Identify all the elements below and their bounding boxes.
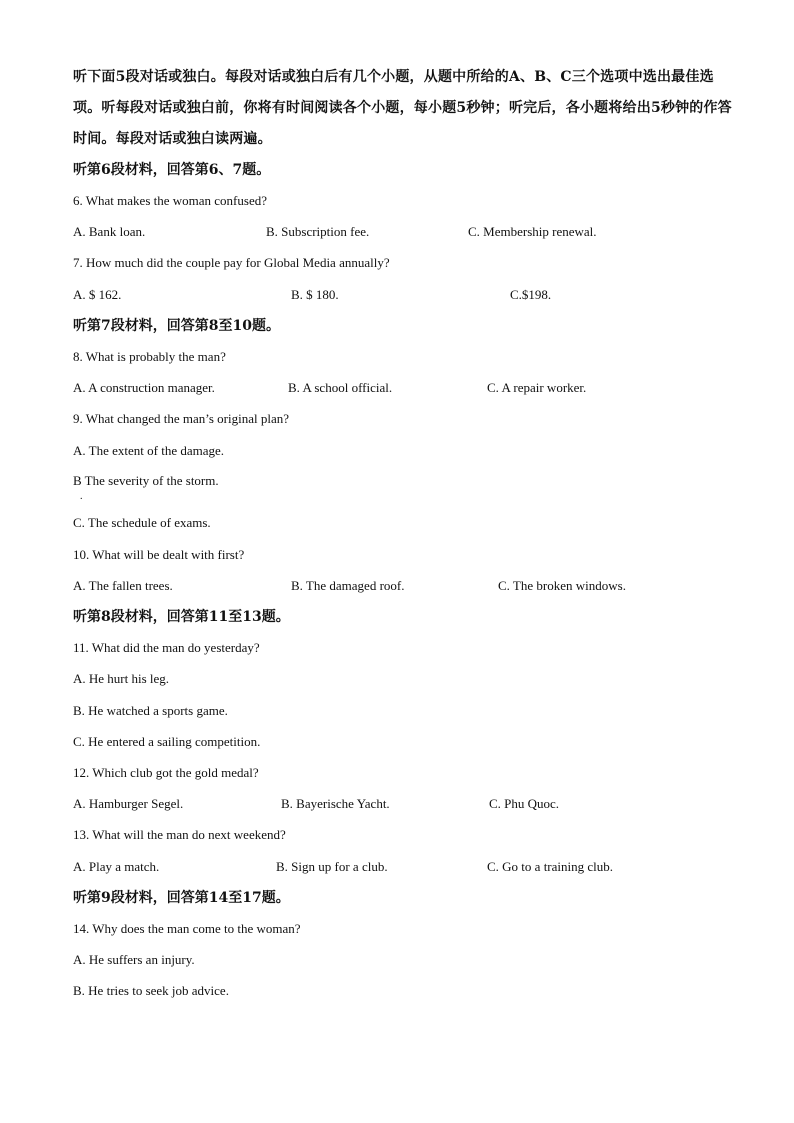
question-6-option-a: A. Bank loan.: [73, 224, 146, 239]
question-9: 9. What changed the man’s original plan?: [73, 411, 289, 426]
section-heading-6: 听第6段材料，回答第6、7题。: [73, 162, 271, 178]
question-8: 8. What is probably the man?: [73, 349, 226, 364]
question-13: 13. What will the man do next weekend?: [73, 827, 286, 842]
question-12-option-c: C. Phu Quoc.: [489, 796, 560, 811]
question-14-option-b: B. He tries to seek job advice.: [73, 983, 229, 998]
question-11-option-c: C. He entered a sailing competition.: [73, 734, 261, 749]
question-8-option-b: B. A school official.: [288, 380, 393, 395]
question-13-option-a: A. Play a match.: [73, 859, 160, 874]
question-14: 14. Why does the man come to the woman?: [73, 921, 301, 936]
question-6-option-b: B. Subscription fee.: [266, 224, 370, 239]
question-7: 7. How much did the couple pay for Global Media annually?: [73, 255, 390, 270]
question-6-option-c: C. Membership renewal.: [468, 224, 597, 239]
question-9-option-c: C. The schedule of exams.: [73, 515, 211, 530]
question-12-option-b: B. Bayerische Yacht.: [281, 796, 390, 811]
question-7-option-b: B. $ 180.: [291, 287, 339, 302]
question-11-option-b: B. He watched a sports game.: [73, 703, 228, 718]
stray-dot: .: [80, 491, 83, 502]
question-7-option-a: A. $ 162.: [73, 287, 122, 302]
question-8-option-c: C. A repair worker.: [487, 380, 587, 395]
question-10: 10. What will be dealt with first?: [73, 547, 245, 562]
question-7-option-c: C.$198.: [510, 287, 552, 302]
section-heading-7: 听第7段材料，回答第8至10题。: [73, 318, 280, 334]
question-10-option-a: A. The fallen trees.: [73, 578, 173, 593]
question-10-option-c: C. The broken windows.: [498, 578, 626, 593]
section-heading-8: 听第8段材料，回答第11至13题。: [73, 609, 290, 625]
question-11-option-a: A. He hurt his leg.: [73, 671, 170, 686]
question-13-option-c: C. Go to a training club.: [487, 859, 614, 874]
question-10-option-b: B. The damaged roof.: [291, 578, 405, 593]
section-heading-9: 听第9段材料，回答第14至17题。: [73, 890, 290, 906]
question-11: 11. What did the man do yesterday?: [73, 640, 260, 655]
section-instructions: 听下面5段对话或独白。每段对话或独白后有几个小题，从题中所给的A、B、C三个选项中选出最佳选项。听每段对话或独白前，你将有时间阅读各个小题，每小题5秒钟；听完后，各小题将给出5秒钟的作答时间。每段对话或独白读两遍。: [73, 69, 732, 147]
question-12-option-a: A. Hamburger Segel.: [73, 796, 184, 811]
question-9-option-a: A. The extent of the damage.: [73, 443, 225, 458]
question-14-option-a: A. He suffers an injury.: [73, 952, 195, 967]
question-6: 6. What makes the woman confused?: [73, 193, 267, 208]
question-12: 12. Which club got the gold medal?: [73, 765, 259, 780]
question-13-option-b: B. Sign up for a club.: [276, 859, 388, 874]
question-9-option-b: B The severity of the storm.: [73, 473, 219, 488]
question-8-option-a: A. A construction manager.: [73, 380, 215, 395]
